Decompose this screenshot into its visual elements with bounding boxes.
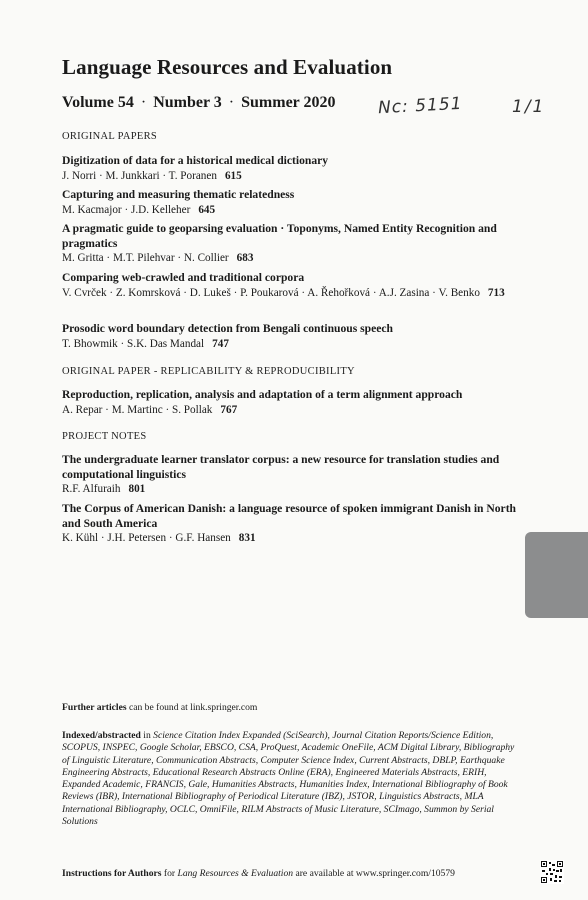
article-title: A pragmatic guide to geoparsing evaluation · Toponyms, Named Entity Recognition and pragmatics [62,222,497,250]
article-entry [62,222,522,266]
article-authors [62,169,522,184]
instructions-for: for [161,868,178,879]
authors: R.F. Alfuraih [62,483,121,495]
article-entry [62,388,522,417]
handwritten-code: Nc: 5151 [377,93,463,119]
page-number: 645 [198,203,216,216]
handwritten-number: 1/1 [512,97,546,117]
number: Number 3 [153,94,222,111]
instructions-journal: Lang Resources & Evaluation [177,868,294,879]
instructions-note [62,868,532,880]
article-entry [62,188,522,217]
further-text: can be found at link.springer.com [126,702,258,713]
article-authors [62,531,522,546]
article-title: Prosodic word boundary detection from Bengali continuous speech [62,322,393,335]
indexed-list: Science Citation Index Expanded (SciSearch), Journal Citation Reports/Science Edition, SCOPUS, INSPEC, Google Scholar, EBSCO, CSA, ProQuest, Academic OneFile, ACM Digital Library, Bibliography of Linguistic Literature, Communication Abstracts, Computer Science Index, Current Abstracts, DBLP, Earthquake Engineering Abstracts, Educational Research Abstracts Online (ERA), Engineered Materials Abstracts, ERIH, Expanded Academic, FRANCIS, Gale, Humanities Abstracts, Humanities Index, International Bibliography of Book Reviews (IBR), International Bibliography of Periodical Literature (IBZ), JSTOR, Linguistics Abstracts, MLA International Bibliography, OCLC, OmniFile, RILM Abstracts of Music Literature, SCImago, Summon by Serial Solutions [62,730,515,828]
page-number: 831 [238,532,256,544]
separator: · [228,94,235,111]
page-number: 767 [220,403,238,416]
article-title: Reproduction, replication, analysis and adaptation of a term alignment approach [62,388,463,401]
article-authors [62,482,522,497]
article-title: Comparing web-crawled and traditional corpora [62,271,305,284]
instructions-label: Instructions for Authors [62,868,162,879]
indexed-label: Indexed/abstracted [62,730,141,741]
article-authors [62,251,522,266]
page-number: 713 [487,286,505,299]
authors: M. Kacmajor · J.D. Kelleher [62,203,191,216]
article-entry [62,502,522,546]
article-title: The Corpus of American Danish: a language resource of spoken immigrant Danish in North and South America [62,502,517,530]
article-authors [62,403,522,418]
further-articles-note [62,702,522,714]
article-entry [62,154,522,183]
article-authors [62,203,522,218]
page-number: 615 [224,169,242,182]
article-authors [62,337,522,352]
instructions-url: are available at www.springer.com/10579 [293,868,455,879]
authors: K. Kühl · J.H. Petersen · G.F. Hansen [62,532,231,544]
section-heading: ORIGINAL PAPERS [62,131,158,142]
authors: A. Repar · M. Martinc · S. Pollak [62,403,213,416]
further-label: Further articles [62,702,127,713]
indexed-note [62,730,522,828]
article-title: Digitization of data for a historical medical dictionary [62,154,329,167]
authors: T. Bhowmik · S.K. Das Mandal [62,337,205,350]
article-entry [62,271,522,300]
page-number: 801 [128,483,146,495]
page-number: 747 [212,337,229,350]
qr-code-icon [540,860,564,884]
indexed-in: in [140,730,154,741]
separator: · [140,94,147,111]
page-number: 683 [236,252,254,264]
article-entry [62,322,522,351]
section-heading: PROJECT NOTES [62,431,147,442]
article-title: The undergraduate learner translator corpus: a new resource for translation studies and computational linguistics [62,453,500,481]
article-title: Capturing and measuring thematic relatedness [62,188,295,201]
article-authors [62,286,522,301]
issue-line [62,94,335,112]
authors: V. Cvrček · Z. Komrsková · D. Lukeš · P. Poukarová · A. Řehořková · A.J. Zasina · V. Benko [62,286,480,299]
season: Summer 2020 [241,94,336,111]
authors: J. Norri · M. Junkkari · T. Poranen [62,169,217,182]
section-heading: ORIGINAL PAPER - REPLICABILITY & REPRODUCIBILITY [62,366,355,377]
volume: Volume 54 [62,94,134,111]
authors: M. Gritta · M.T. Pilehvar · N. Collier [62,252,229,264]
article-entry [62,453,522,497]
journal-title: Language Resources and Evaluation [62,55,393,79]
gray-tab-marker [525,532,588,618]
